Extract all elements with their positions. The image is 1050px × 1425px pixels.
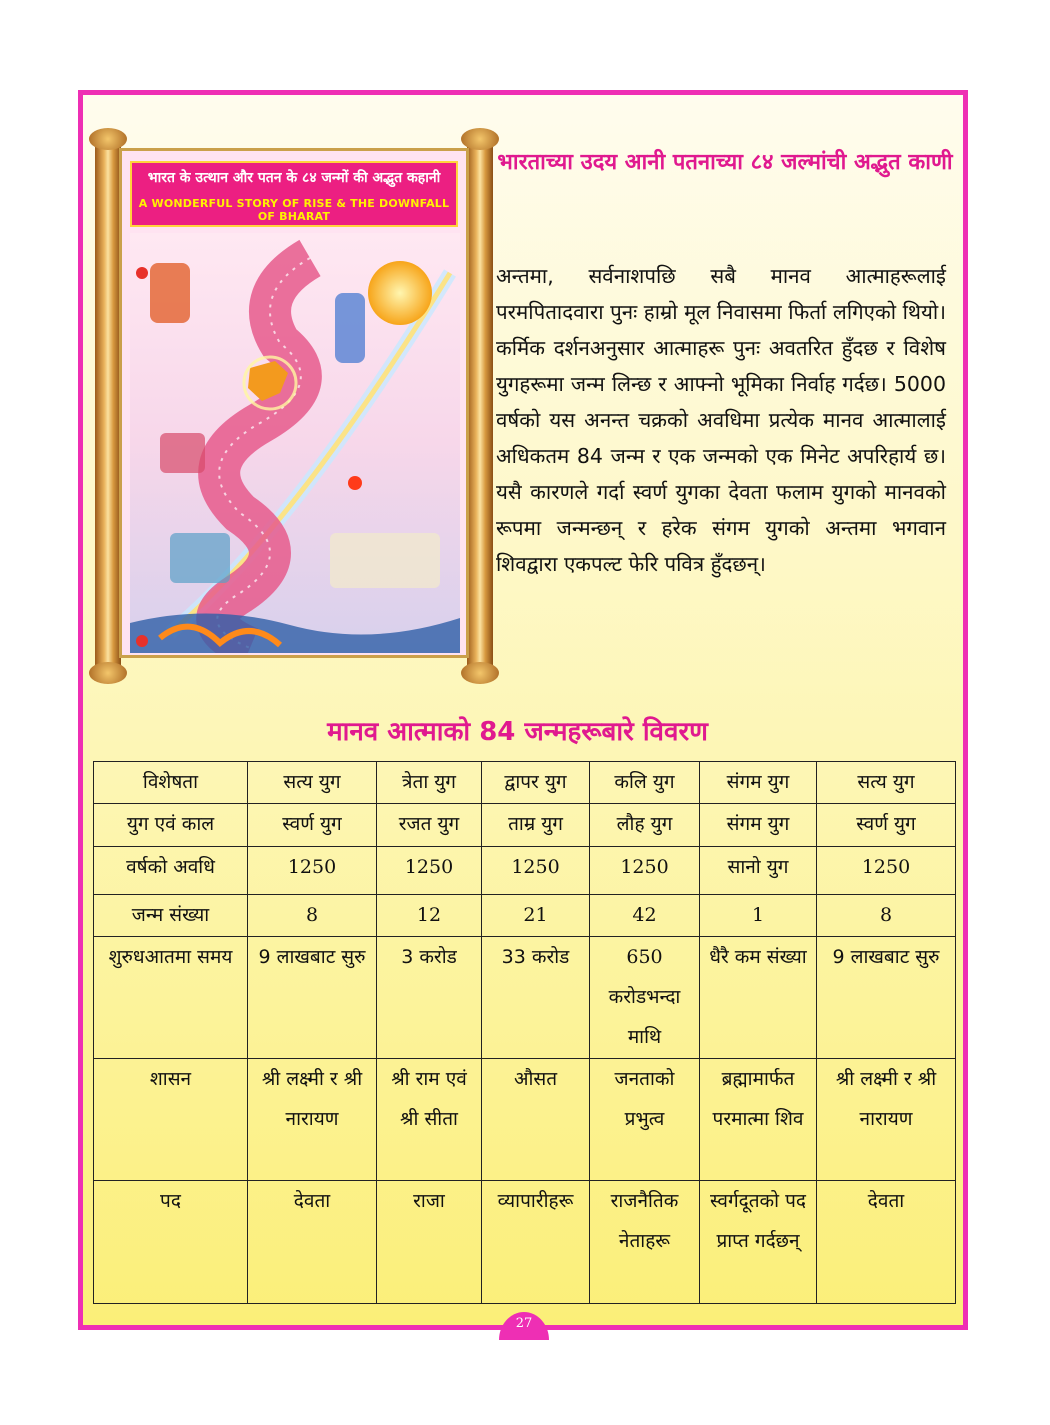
table-cell: राजा <box>377 1180 482 1303</box>
table-cell: श्री लक्ष्मी र श्री नारायण <box>248 1059 377 1180</box>
table-cell: सत्य युग <box>248 762 377 804</box>
table-row-label: जन्म संख्या <box>94 895 248 936</box>
table-cell: संगम युग <box>700 804 817 846</box>
table-row <box>94 936 956 1058</box>
table-cell: 8 <box>817 895 956 936</box>
table-row-label: शुरुधआतमा समय <box>94 936 248 1058</box>
table-row <box>94 762 956 804</box>
table-cell: श्री लक्ष्मी र श्री नारायण <box>817 1059 956 1180</box>
table-cell: राजनैतिक नेताहरू <box>590 1180 700 1303</box>
table-row <box>94 804 956 846</box>
table-cell: त्रेता युग <box>377 762 482 804</box>
poster-heading <box>130 161 458 227</box>
table-cell: ताम्र युग <box>482 804 590 846</box>
table-row-label: युग एवं काल <box>94 804 248 846</box>
table-cell: औसत <box>482 1059 590 1180</box>
table-row <box>94 1059 956 1180</box>
table-cell: रजत युग <box>377 804 482 846</box>
table-cell: 1 <box>700 895 817 936</box>
table-cell: सानो युग <box>700 846 817 895</box>
table-cell: 42 <box>590 895 700 936</box>
section-title: भारताच्या उदय आनी पतनाच्या ८४ जल्मांची अद्भुत काणी <box>497 150 953 175</box>
table-cell: 650 करोडभन्दा माथि <box>590 936 700 1058</box>
table-cell: 1250 <box>377 846 482 895</box>
table-cell: 1250 <box>248 846 377 895</box>
table-row-label: पद <box>94 1180 248 1303</box>
table-cell: सत्य युग <box>817 762 956 804</box>
table-cell: 1250 <box>482 846 590 895</box>
table-cell: 33 करोड <box>482 936 590 1058</box>
table-cell: स्वर्गदूतको पद प्राप्त गर्दछन् <box>700 1180 817 1303</box>
table-cell: देवता <box>248 1180 377 1303</box>
table-row-label: विशेषता <box>94 762 248 804</box>
table-cell: व्यापारीहरू <box>482 1180 590 1303</box>
table-cell: स्वर्ण युग <box>817 804 956 846</box>
table-cell: द्वापर युग <box>482 762 590 804</box>
table-row <box>94 1180 956 1303</box>
intro-paragraph: अन्तमा, सर्वनाशपछि सबै मानव आत्माहरूलाई परमपितादवारा पुनः हाम्रो मूल निवासमा फिर्ता लगिएको थियो। कर्मिक दर्शनअनुसार आत्माहरू पुनः अवतरित हुँदछ र विशेष युगहरूमा जन्म लिन्छ र आफ्नो भूमिका निर्वाह गर्दछ। 5000 वर्षको यस अनन्त चक्रको अवधिमा प्रत्येक मानव आत्मालाई अधिकतम 84 जन्म र एक जन्मको एक मिनेट अपरिहार्य छ। यसै कारणले गर्दा स्वर्ण युगका देवता फलाम युगको मानवको रूपमा जन्मन्छन् र हरेक संगम युगको अन्तमा भगवान शिवद्वारा एकपल्ट फेरि पवित्र हुँदछन्। <box>496 264 946 576</box>
poster-illustration <box>130 233 460 653</box>
table-row-label: शासन <box>94 1059 248 1180</box>
table-title: मानव आत्माको 84 जन्महरूबारे विवरण <box>327 717 708 747</box>
table-row <box>94 846 956 895</box>
table-row-label: वर्षको अवधि <box>94 846 248 895</box>
scroll-rod-left <box>95 136 121 676</box>
table-cell: 21 <box>482 895 590 936</box>
era-details-table <box>93 761 956 1304</box>
table-cell: लौह युग <box>590 804 700 846</box>
poster-heading-hindi: भारत के उत्थान और पतन के ८४ जन्मों की अद्भुत कहानी <box>147 170 441 186</box>
table-row <box>94 895 956 936</box>
table-cell: 1250 <box>590 846 700 895</box>
table-cell: 3 करोड <box>377 936 482 1058</box>
scroll-rod-right <box>467 136 493 676</box>
table-cell: जनताको प्रभुत्व <box>590 1059 700 1180</box>
table-cell: 1250 <box>817 846 956 895</box>
page-number: 27 <box>499 1312 549 1340</box>
table-cell: 12 <box>377 895 482 936</box>
table-cell: संगम युग <box>700 762 817 804</box>
table-cell: 9 लाखबाट सुरु <box>248 936 377 1058</box>
table-cell: धैरै कम संख्या <box>700 936 817 1058</box>
table-cell: 8 <box>248 895 377 936</box>
table-cell: देवता <box>817 1180 956 1303</box>
table-cell: श्री राम एवं श्री सीता <box>377 1059 482 1180</box>
table-cell: कलि युग <box>590 762 700 804</box>
poster-image <box>119 148 469 658</box>
table-cell: ब्रह्मामार्फत परमात्मा शिव <box>700 1059 817 1180</box>
table-cell: 9 लाखबाट सुरु <box>817 936 956 1058</box>
table-cell: स्वर्ण युग <box>248 804 377 846</box>
scroll-poster <box>95 130 493 678</box>
poster-heading-english: A WONDERFUL STORY OF RISE & THE DOWNFALL OF BHARAT <box>138 197 450 223</box>
